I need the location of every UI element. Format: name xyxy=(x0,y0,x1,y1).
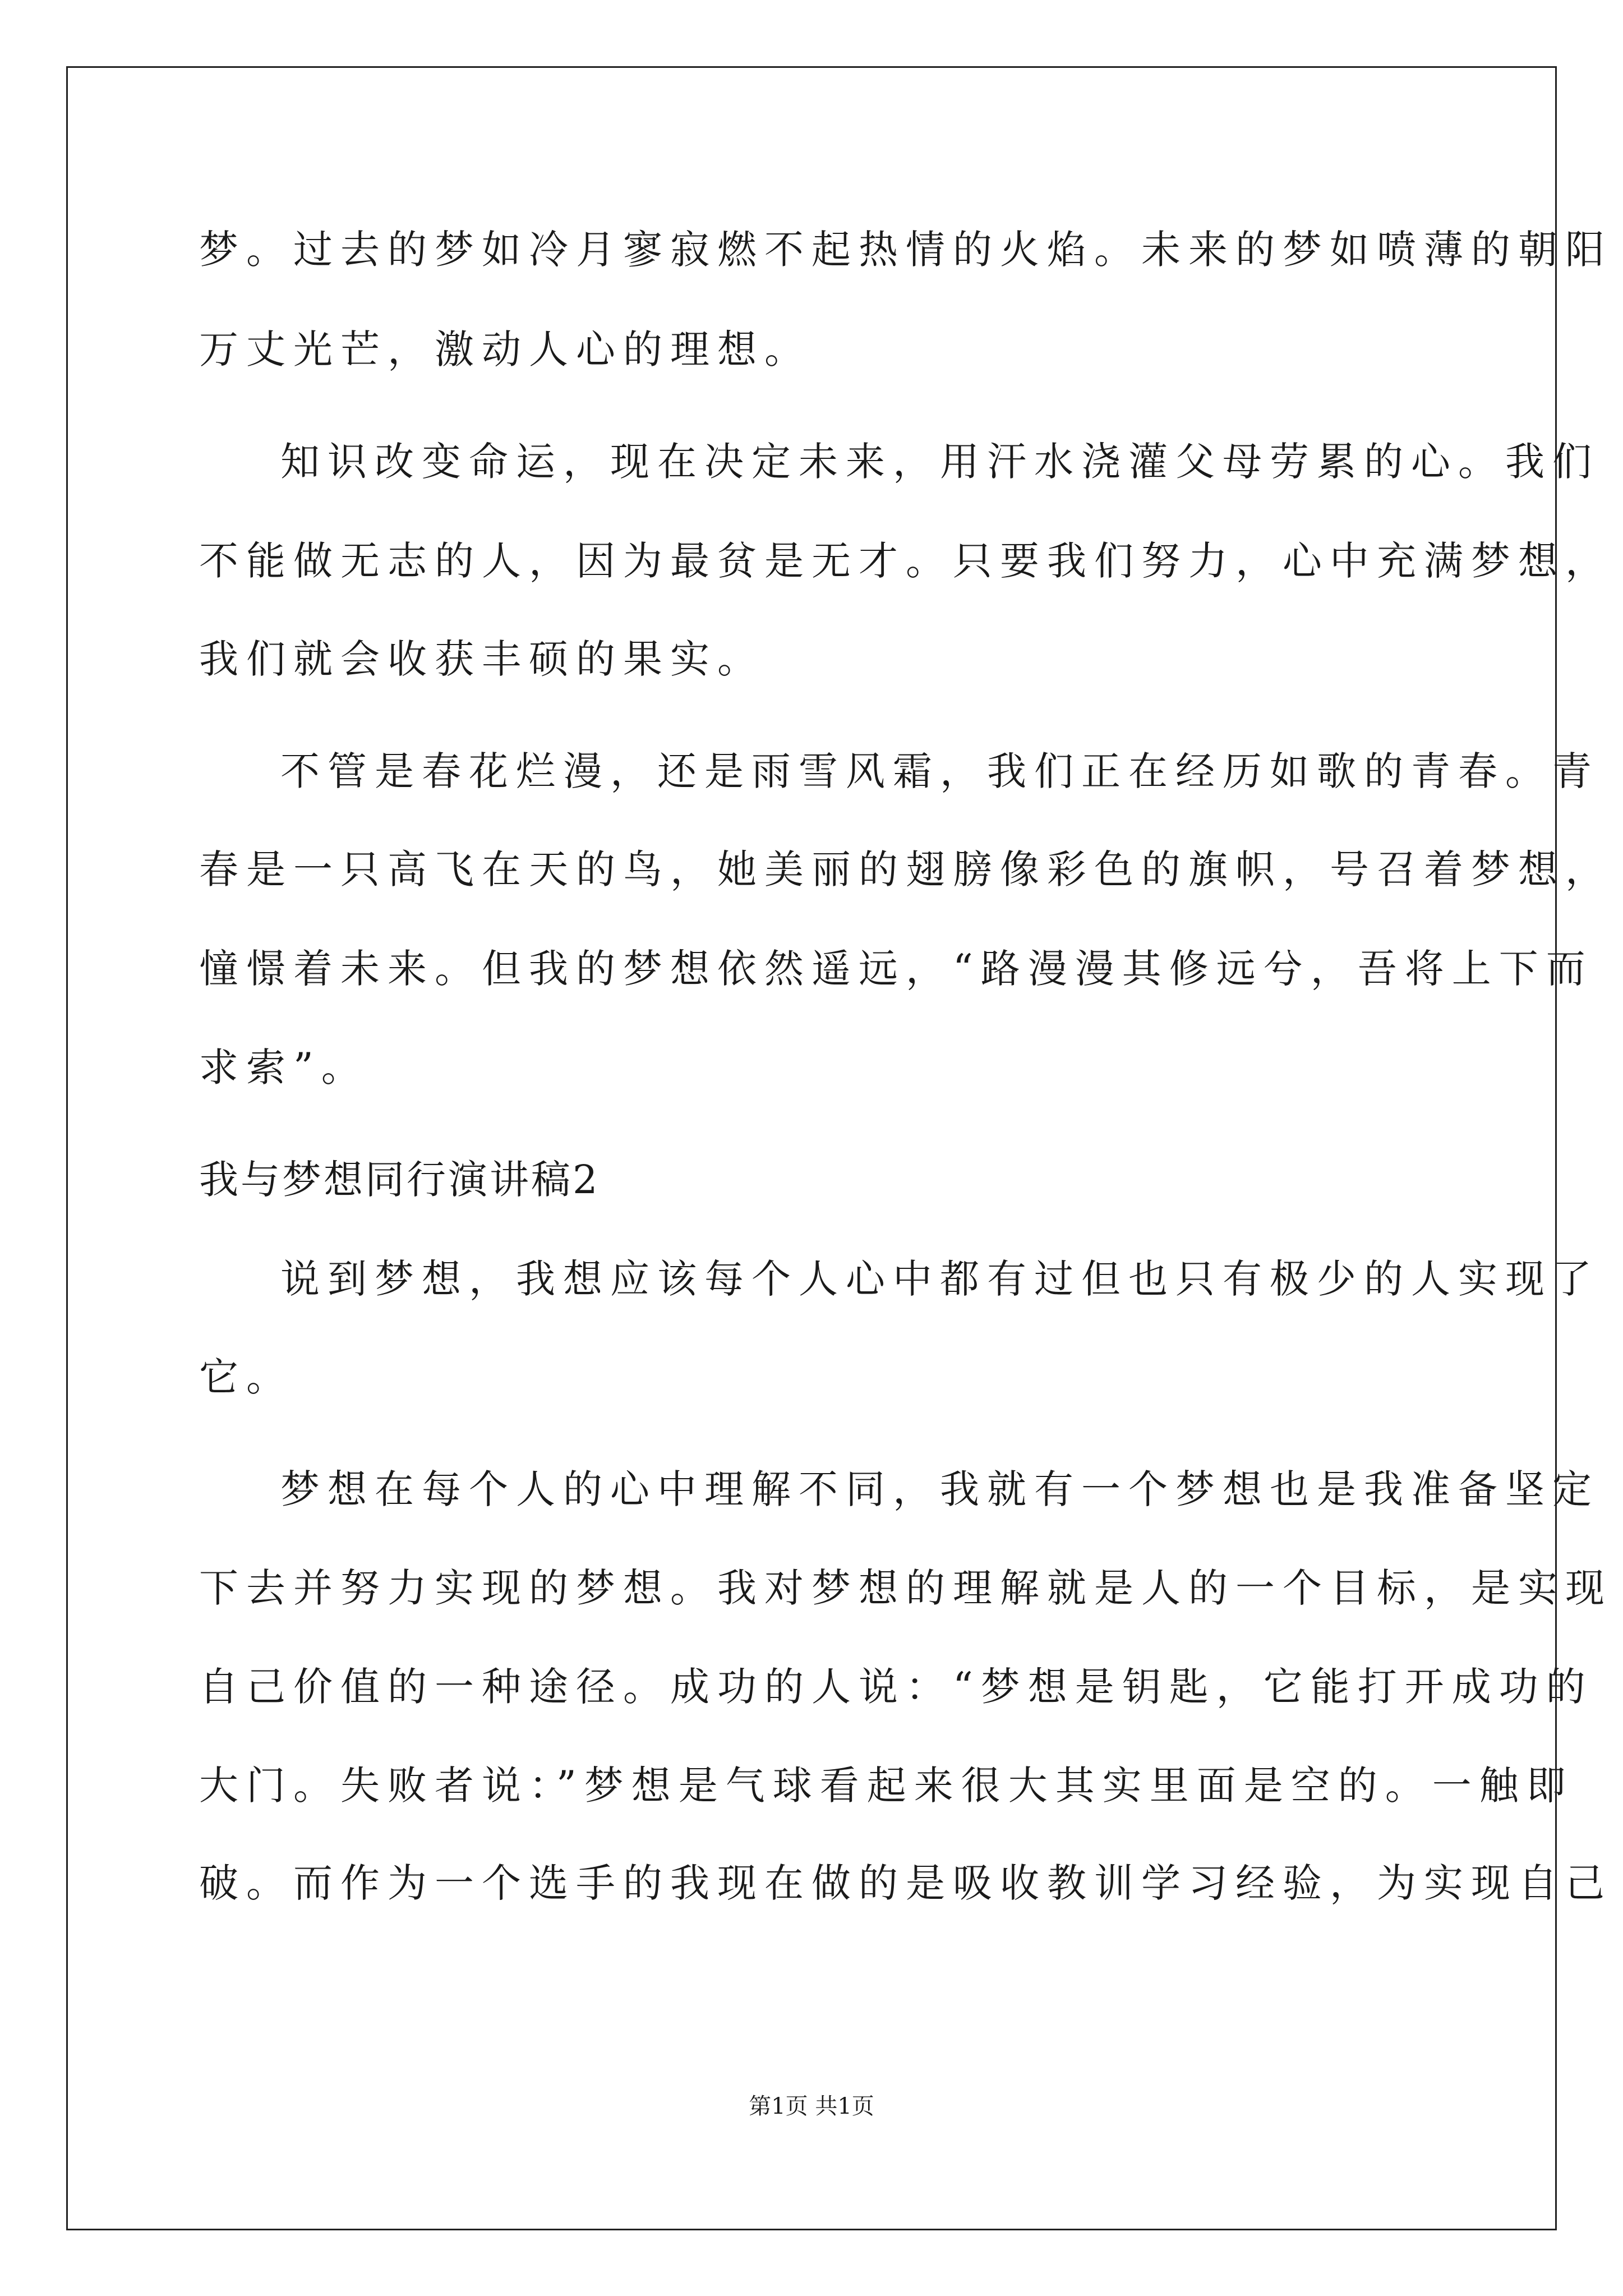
body-line: 我们就会收获丰硕的果实。 xyxy=(199,636,764,682)
body-line: 梦。过去的梦如冷月寥寂燃不起热情的火焰。未来的梦如喷薄的朝阳 xyxy=(199,227,1612,273)
page-number: 第1页 共1页 xyxy=(749,2093,874,2119)
paragraph-line: 说到梦想，我想应该每个人心中都有过但也只有极少的人实现了 xyxy=(280,1256,1599,1302)
body-line: 它。 xyxy=(199,1354,293,1400)
body-line: 万丈光芒，激动人心的理想。 xyxy=(199,326,811,372)
section-heading: 我与梦想同行演讲稿2 xyxy=(199,1157,600,1203)
body-line: 不能做无志的人，因为最贫是无才。只要我们努力，心中充满梦想， xyxy=(199,538,1612,584)
paragraph-line: 梦想在每个人的心中理解不同，我就有一个梦想也是我准备坚定 xyxy=(280,1466,1599,1512)
body-line: 大门。失败者说：”梦想是气球看起来很大其实里面是空的。一触即 xyxy=(199,1763,1574,1809)
body-line: 求索”。 xyxy=(199,1045,368,1091)
body-line: 下去并努力实现的梦想。我对梦想的理解就是人的一个目标，是实现 xyxy=(199,1565,1612,1611)
body-line: 春是一只高飞在天的鸟，她美丽的翅膀像彩色的旗帜，号召着梦想， xyxy=(199,846,1612,892)
body-line: 憧憬着未来。但我的梦想依然遥远，“路漫漫其修远兮，吾将上下而 xyxy=(199,946,1593,992)
body-line: 自己价值的一种途径。成功的人说：“梦想是钥匙，它能打开成功的 xyxy=(199,1664,1593,1710)
body-line: 破。而作为一个选手的我现在做的是吸收教训学习经验，为实现自己 xyxy=(199,1860,1612,1906)
paragraph-line: 知识改变命运，现在决定未来，用汗水浇灌父母劳累的心。我们 xyxy=(280,439,1599,485)
paragraph-line: 不管是春花烂漫，还是雨雪风霜，我们正在经历如歌的青春。青 xyxy=(280,748,1599,794)
